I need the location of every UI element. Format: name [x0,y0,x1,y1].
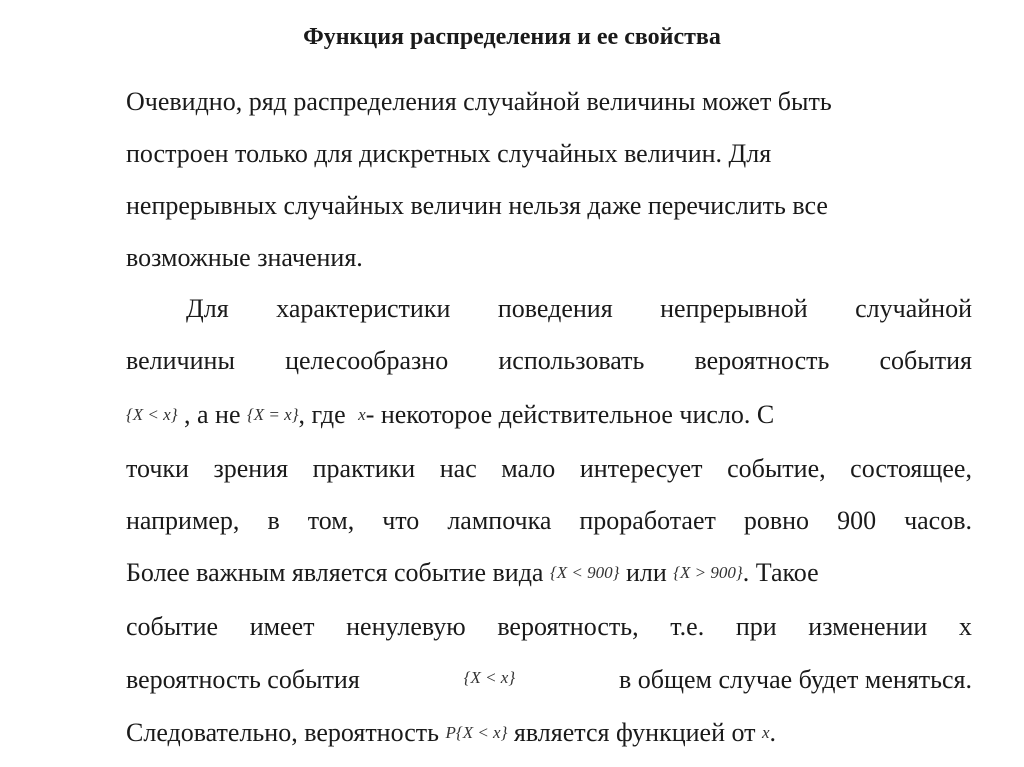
word: событие, [727,454,826,483]
word: поведения [497,294,613,323]
math-expression: {X < x} [126,405,178,425]
word: вероятность [694,346,830,375]
text-fragment: , где [298,400,346,429]
text-fragment: Следовательно, вероятность [126,718,440,747]
math-expression: {X = x} [247,405,299,425]
word: мало [501,454,556,483]
word: том, [307,506,355,535]
word: практики [312,454,416,483]
word: x [958,612,972,641]
para2-line-3 [126,398,972,434]
word: ровно [743,506,810,535]
word: т.е. [670,612,705,641]
math-expression: {X > 900} [673,563,743,583]
para1-line-3: непрерывных случайных величин нельзя даже перечислить все [126,191,828,220]
text-fragment: или [625,558,667,587]
para2-line-2 [126,344,972,378]
word: целесообразно [285,346,449,375]
word: состоящее, [850,454,972,483]
math-expression: {X < x} [463,668,516,687]
word: величины [126,346,235,375]
word: 900 [837,506,877,535]
word: зрения [213,454,289,483]
word: изменении [808,612,928,641]
word: непрерывной [660,294,808,323]
math-variable: x [358,405,366,425]
para2-line-4 [126,452,972,486]
para1-line-1: Очевидно, ряд распределения случайной величины может быть [126,87,832,116]
word: ненулевую [346,612,466,641]
word: случайной [855,294,972,323]
page-title: Функция распределения и ее свойства [303,24,721,50]
para1-line-4: возможные значения. [126,243,363,272]
text-fragment: - некоторое действительное число. С [365,400,775,429]
word: что [382,506,420,535]
word: точки [126,454,189,483]
para2-line-5 [126,504,972,538]
math-variable: x [762,723,770,743]
para2-line-1 [126,292,972,326]
text-fragment: вероятность события [126,665,360,694]
math-expression: P{X < x} [445,723,508,743]
word: интересует [579,454,703,483]
para2-line-6 [126,556,972,592]
word: при [735,612,777,641]
text-fragment: . [769,718,777,747]
para2-line-8 [126,663,972,697]
word: проработает [579,506,716,535]
word: события [879,346,972,375]
word: нас [439,454,477,483]
word: в [267,506,280,535]
word: Для [186,294,229,323]
word: часов. [904,506,972,535]
word: характеристики [276,294,451,323]
para1-line-2: построен только для дискретных случайных величин. Для [126,139,772,168]
math-expression: {X < 900} [549,563,620,583]
word: вероятность, [497,612,639,641]
text-fragment: , а не [184,400,241,429]
para2-line-7 [126,610,972,644]
text-fragment: является функцией от [513,718,756,747]
word: лампочка [447,506,552,535]
text-fragment: в общем случае будет меняться. [618,665,972,694]
word: событие [126,612,219,641]
text-fragment: . Такое [742,558,819,587]
para2-line-9 [126,716,972,752]
word: имеет [249,612,315,641]
word: использовать [498,346,645,375]
text-fragment: Более важным является событие вида [126,558,544,587]
word: например, [126,506,240,535]
